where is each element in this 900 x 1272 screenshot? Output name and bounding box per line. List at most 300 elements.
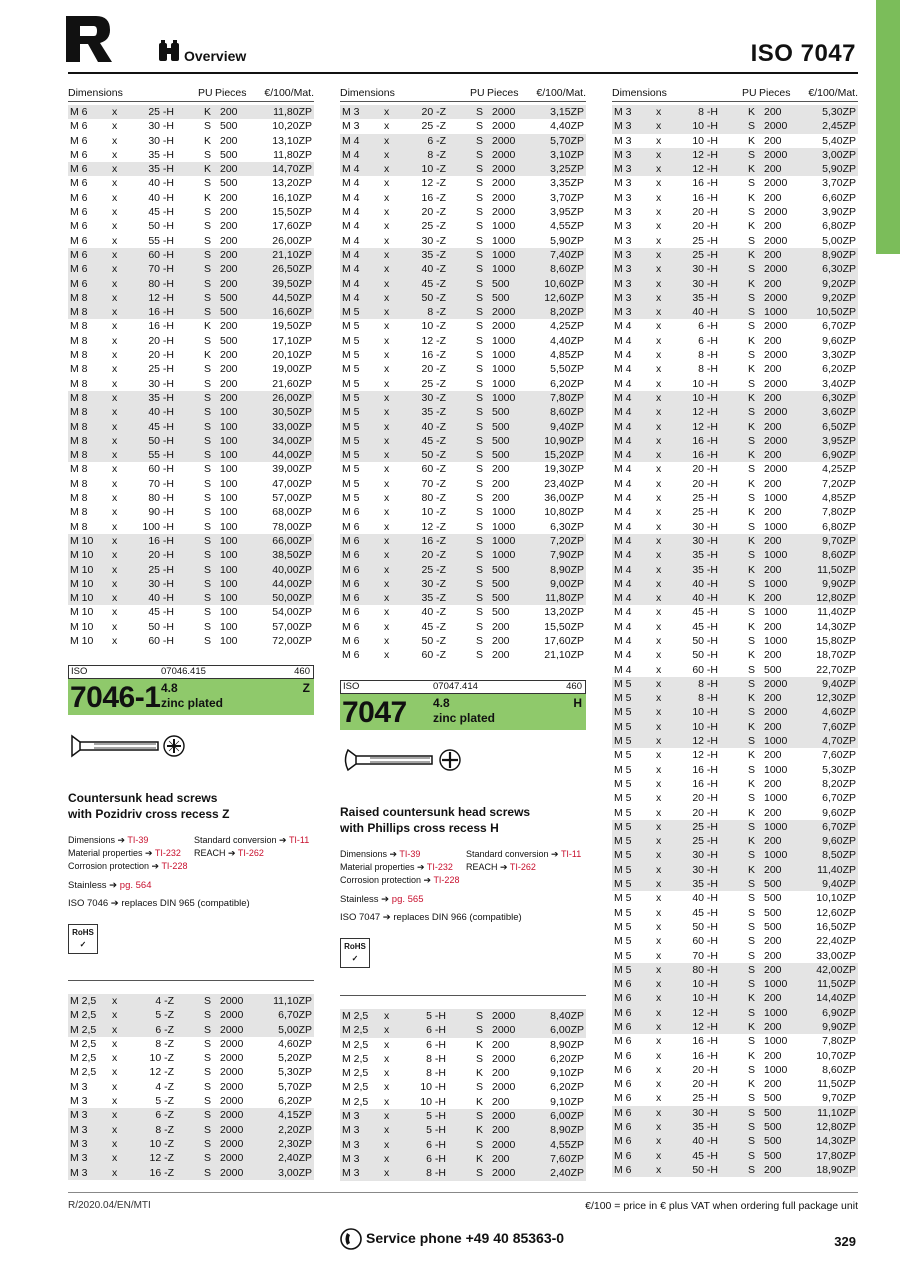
cell-pieces: 500: [220, 334, 238, 347]
ref-label: Material properties ➔: [340, 862, 425, 872]
table-row: [68, 1123, 314, 1137]
cell-length: 25 -H: [692, 234, 718, 247]
cell-times: x: [656, 863, 662, 876]
table-row: [68, 234, 314, 248]
cell-price: 54,00ZP: [272, 606, 312, 619]
cell-pieces: 200: [764, 363, 782, 376]
ref-link[interactable]: TI-232: [154, 848, 181, 858]
cell-pieces: 1000: [764, 1063, 788, 1076]
cell-price: 9,40ZP: [822, 878, 856, 891]
cell-length: 35 -Z: [421, 248, 446, 261]
iso-bar: [340, 680, 586, 694]
cell-pu: S: [748, 520, 756, 533]
cell-times: x: [656, 248, 662, 261]
col-price: €/100/Mat.: [264, 87, 314, 99]
price-table-small-h: [340, 1009, 586, 1181]
table-row: [340, 548, 586, 562]
cell-length: 60 -Z: [421, 463, 446, 476]
table-row: [68, 377, 314, 391]
cell-dimension: M 4: [342, 148, 360, 161]
cell-pu: S: [476, 477, 484, 490]
cell-pieces: 2000: [220, 995, 244, 1007]
table-row: [612, 806, 858, 820]
table-row: [340, 620, 586, 634]
cell-dimension: M 2,5: [342, 1024, 369, 1037]
cell-pieces: 200: [492, 1067, 510, 1080]
table-row: [68, 1108, 314, 1122]
cell-times: x: [656, 677, 662, 690]
phone-icon: [340, 1228, 362, 1250]
table-row: [612, 1134, 858, 1148]
cell-length: 30 -H: [692, 520, 718, 533]
cell-length: 20 -Z: [421, 549, 446, 562]
cell-times: x: [384, 1038, 390, 1051]
cell-pieces: 1000: [492, 234, 516, 247]
cell-pu: S: [748, 1035, 756, 1048]
cell-price: 3,90ZP: [822, 206, 856, 219]
cell-pu: K: [748, 248, 756, 261]
cell-dimension: M 6: [70, 263, 88, 276]
page-link[interactable]: pg. 565: [391, 894, 424, 905]
cell-pieces: 2000: [492, 1052, 516, 1065]
cell-length: 55 -H: [148, 234, 174, 247]
cell-pu: S: [204, 1123, 212, 1136]
table-row: [612, 677, 858, 691]
cell-dimension: M 6: [342, 649, 360, 662]
cell-pieces: 2000: [764, 677, 788, 690]
cell-price: 6,90ZP: [822, 1006, 856, 1019]
cell-price: 14,30ZP: [816, 620, 856, 633]
cell-price: 34,00ZP: [272, 434, 312, 447]
cell-pu: S: [748, 349, 756, 362]
service-phone[interactable]: Service phone +49 40 85363-0: [366, 1230, 565, 1246]
cell-times: x: [112, 220, 118, 233]
cell-length: 70 -Z: [421, 477, 446, 490]
cell-length: 30 -H: [148, 377, 174, 390]
cell-dimension: M 2,5: [70, 1009, 97, 1022]
cell-length: 20 -H: [148, 349, 174, 362]
cell-times: x: [112, 120, 118, 133]
cell-pieces: 100: [220, 534, 238, 547]
cell-pieces: 1000: [764, 492, 788, 505]
cell-pieces: 500: [220, 291, 238, 304]
iso-label: ISO: [71, 666, 88, 677]
table-row: [340, 1166, 586, 1180]
cell-pu: S: [748, 677, 756, 690]
cell-pu: K: [748, 191, 756, 204]
cell-dimension: M 6: [342, 620, 360, 633]
cell-length: 25 -H: [148, 106, 174, 118]
cell-times: x: [656, 391, 662, 404]
table-row: [68, 291, 314, 305]
cell-pu: S: [476, 1010, 484, 1022]
cell-pu: K: [748, 620, 756, 633]
cell-length: 5 -H: [426, 1010, 446, 1022]
cell-pieces: 1000: [492, 334, 516, 347]
cell-pu: K: [748, 220, 756, 233]
binoculars-icon: [158, 40, 180, 62]
cell-price: 7,20ZP: [550, 534, 584, 547]
cell-pu: S: [204, 177, 212, 190]
cell-times: x: [112, 377, 118, 390]
table-row: [612, 763, 858, 777]
footer-rule: [68, 1192, 858, 1193]
cell-dimension: M 8: [70, 520, 88, 533]
table-row: [612, 977, 858, 991]
cell-pieces: 2000: [492, 1010, 516, 1022]
table-row: [340, 405, 586, 419]
cell-pieces: 500: [764, 892, 782, 905]
cell-price: 22,70ZP: [816, 663, 856, 676]
cell-pieces: 2000: [764, 406, 788, 419]
table-row: [612, 1077, 858, 1091]
cell-price: 11,10ZP: [817, 1106, 856, 1119]
cell-pu: K: [748, 363, 756, 376]
cell-times: x: [656, 663, 662, 676]
cell-pieces: 2000: [220, 1152, 244, 1165]
cell-pu: S: [204, 1037, 212, 1050]
cell-times: x: [112, 248, 118, 261]
ref-link[interactable]: TI-262: [509, 862, 536, 872]
cell-price: 44,00ZP: [272, 577, 312, 590]
check-icon: ✓: [351, 954, 359, 963]
cell-dimension: M 3: [614, 306, 632, 319]
ref-label: Corrosion protection ➔: [340, 875, 432, 885]
cell-times: x: [384, 1081, 390, 1094]
cell-pieces: 1000: [764, 606, 788, 619]
cell-price: 4,25ZP: [822, 463, 856, 476]
cell-price: 8,50ZP: [822, 849, 856, 862]
col-price: €/100/Mat.: [808, 87, 858, 99]
cell-price: 3,95ZP: [822, 434, 856, 447]
table-row: [68, 1065, 314, 1079]
cell-price: 16,10ZP: [272, 191, 312, 204]
cell-pieces: 500: [764, 663, 782, 676]
cell-price: 6,30ZP: [550, 520, 584, 533]
table-row: [340, 234, 586, 248]
cell-length: 90 -H: [148, 506, 174, 519]
table-row: [340, 119, 586, 133]
cell-price: 3,00ZP: [822, 148, 856, 161]
cell-times: x: [656, 506, 662, 519]
ref-link[interactable]: TI-232: [426, 862, 453, 872]
cell-dimension: M 4: [614, 434, 632, 447]
cell-pu: K: [204, 134, 212, 147]
cell-pu: K: [748, 506, 756, 519]
cell-pu: S: [204, 534, 212, 547]
cell-times: x: [656, 206, 662, 219]
cell-price: 8,90ZP: [550, 1124, 584, 1137]
cell-dimension: M 2,5: [342, 1095, 369, 1108]
table-row: [612, 348, 858, 362]
cell-dimension: M 10: [70, 620, 94, 633]
cell-dimension: M 4: [342, 191, 360, 204]
table-row: [612, 1120, 858, 1134]
cell-pu: S: [748, 234, 756, 247]
section-tab-marker: [876, 0, 900, 254]
cell-dimension: M 2,5: [342, 1067, 369, 1080]
ref-link[interactable]: TI-11: [560, 849, 582, 859]
cell-pu: S: [748, 906, 756, 919]
cell-length: 12 -H: [692, 1006, 718, 1019]
cell-price: 8,60ZP: [550, 263, 584, 276]
cell-pu: S: [748, 549, 756, 562]
cell-pu: K: [748, 992, 756, 1005]
table-row: [68, 148, 314, 162]
cell-price: 3,30ZP: [822, 349, 856, 362]
cell-pieces: 200: [764, 777, 782, 790]
cell-times: x: [656, 992, 662, 1005]
cell-dimension: M 5: [342, 391, 360, 404]
cell-price: 17,60ZP: [544, 634, 584, 647]
cell-length: 10 -H: [692, 978, 718, 991]
cell-dimension: M 6: [70, 148, 88, 161]
desc-line: with Pozidriv cross recess Z: [68, 807, 230, 821]
cell-price: 12,80ZP: [816, 1121, 856, 1134]
cell-length: 12 -Z: [421, 334, 446, 347]
table-row: [612, 291, 858, 305]
cell-pu: S: [204, 377, 212, 390]
cell-pu: S: [748, 120, 756, 133]
table-row: [612, 1006, 858, 1020]
cell-times: x: [384, 406, 390, 419]
cell-price: 72,00ZP: [272, 634, 312, 647]
cell-pu: K: [476, 1067, 484, 1080]
cell-price: 10,10ZP: [816, 892, 856, 905]
cell-times: x: [656, 463, 662, 476]
cell-times: x: [112, 1066, 118, 1079]
cell-times: x: [384, 363, 390, 376]
cell-length: 30 -H: [692, 277, 718, 290]
cell-dimension: M 6: [342, 549, 360, 562]
cell-dimension: M 4: [614, 534, 632, 547]
table-row: [340, 563, 586, 577]
cell-times: x: [656, 792, 662, 805]
ref-link[interactable]: TI-228: [161, 861, 188, 871]
cell-times: x: [656, 191, 662, 204]
cell-times: x: [384, 377, 390, 390]
cell-pieces: 100: [220, 434, 238, 447]
cell-length: 45 -Z: [421, 277, 446, 290]
cell-pieces: 1000: [764, 820, 788, 833]
table-row: [68, 577, 314, 591]
cell-pieces: 500: [220, 177, 238, 190]
cell-length: 25 -H: [692, 248, 718, 261]
cell-dimension: M 4: [614, 606, 632, 619]
cell-dimension: M 4: [342, 177, 360, 190]
cell-price: 4,70ZP: [822, 735, 856, 748]
cell-pu: S: [476, 420, 484, 433]
table-row: [68, 405, 314, 419]
cell-dimension: M 5: [614, 692, 632, 705]
table-row: [340, 1138, 586, 1152]
cell-price: 38,50ZP: [272, 549, 312, 562]
cell-pieces: 500: [492, 420, 510, 433]
cell-pu: K: [748, 1078, 756, 1091]
cell-dimension: M 8: [70, 291, 88, 304]
cell-pu: S: [748, 463, 756, 476]
cell-price: 6,60ZP: [822, 191, 856, 204]
ref-link[interactable]: TI-262: [237, 848, 264, 858]
cell-pu: S: [204, 1080, 212, 1093]
cell-times: x: [656, 449, 662, 462]
table-row: [612, 1034, 858, 1048]
cell-dimension: M 3: [70, 1137, 88, 1150]
ref-label: REACH ➔: [194, 848, 236, 858]
table-row: [340, 305, 586, 319]
cell-pu: S: [748, 1063, 756, 1076]
cell-times: x: [656, 763, 662, 776]
cell-dimension: M 3: [342, 1138, 360, 1151]
cell-times: x: [112, 1123, 118, 1136]
table-row: [68, 1166, 314, 1180]
table-row: [612, 1020, 858, 1034]
cell-pieces: 2000: [764, 120, 788, 133]
cell-price: 15,20ZP: [544, 449, 584, 462]
table-row: [68, 620, 314, 634]
table-row: [68, 334, 314, 348]
cell-price: 66,00ZP: [272, 534, 312, 547]
check-icon: ✓: [79, 940, 87, 949]
cell-pu: S: [204, 1009, 212, 1022]
cell-dimension: M 6: [70, 191, 88, 204]
cell-pu: S: [748, 1092, 756, 1105]
cell-pu: S: [476, 492, 484, 505]
table-row: [612, 934, 858, 948]
cell-times: x: [112, 406, 118, 419]
cell-times: x: [384, 163, 390, 176]
cell-dimension: M 4: [614, 563, 632, 576]
cell-price: 11,10ZP: [273, 995, 312, 1007]
cell-pieces: 200: [220, 391, 238, 404]
cell-times: x: [656, 477, 662, 490]
cell-pu: K: [748, 334, 756, 347]
cell-times: x: [656, 906, 662, 919]
table-row: [612, 634, 858, 648]
cell-pu: S: [748, 735, 756, 748]
cell-dimension: M 3: [342, 1124, 360, 1137]
cell-pu: K: [748, 749, 756, 762]
cell-length: 8 -H: [426, 1067, 446, 1080]
cell-dimension: M 6: [614, 1163, 632, 1176]
ref-link[interactable]: TI-11: [288, 835, 310, 845]
cell-pu: K: [748, 777, 756, 790]
cell-pieces: 2000: [764, 234, 788, 247]
cell-price: 6,70ZP: [822, 792, 856, 805]
cell-pieces: 2000: [492, 177, 516, 190]
cell-length: 40 -H: [692, 592, 718, 605]
cell-pieces: 100: [220, 449, 238, 462]
cell-price: 20,10ZP: [272, 349, 312, 362]
page-title: ISO 7047: [750, 40, 856, 67]
cell-pu: S: [204, 1166, 212, 1179]
cell-pu: S: [204, 434, 212, 447]
cell-length: 16 -H: [692, 191, 718, 204]
cell-dimension: M 4: [614, 492, 632, 505]
cell-length: 12 -H: [692, 749, 718, 762]
table-row: [68, 134, 314, 148]
cell-pieces: 500: [220, 148, 238, 161]
product-banner: [68, 679, 314, 715]
cell-price: 11,50ZP: [817, 563, 856, 576]
cell-times: x: [384, 106, 390, 118]
cell-dimension: M 5: [342, 477, 360, 490]
cell-length: 6 -Z: [155, 1109, 174, 1122]
cell-times: x: [656, 134, 662, 147]
cell-pu: S: [748, 1106, 756, 1119]
cell-times: x: [384, 449, 390, 462]
drive-letter: H: [573, 696, 582, 710]
cell-pieces: 200: [764, 806, 782, 819]
document-code: R/2020.04/EN/MTI: [68, 1200, 151, 1211]
cell-pu: K: [748, 106, 756, 118]
ref-link[interactable]: TI-39: [399, 849, 421, 859]
cell-pu: S: [476, 549, 484, 562]
cell-pu: S: [204, 306, 212, 319]
cell-length: 45 -H: [148, 420, 174, 433]
table-row: [340, 491, 586, 505]
cell-price: 12,30ZP: [816, 692, 856, 705]
cell-pu: S: [204, 263, 212, 276]
cell-length: 40 -Z: [421, 606, 446, 619]
page-link[interactable]: pg. 564: [119, 880, 152, 891]
cell-pieces: 100: [220, 563, 238, 576]
cell-pieces: 1000: [492, 391, 516, 404]
cell-times: x: [656, 820, 662, 833]
ref-label: Standard conversion ➔: [466, 849, 559, 859]
cell-pieces: 200: [764, 1163, 782, 1176]
cell-times: x: [112, 477, 118, 490]
cell-pieces: 2000: [764, 320, 788, 333]
cell-pu: S: [748, 849, 756, 862]
cell-times: x: [656, 620, 662, 633]
screw-drawing-countersunk: [70, 732, 190, 760]
cell-pu: S: [476, 120, 484, 133]
cell-pieces: 2000: [220, 1037, 244, 1050]
price-note: €/100 = price in € plus VAT when ordering full package unit: [585, 1200, 858, 1212]
table-row: [612, 191, 858, 205]
cell-pieces: 1000: [764, 735, 788, 748]
table-row: [340, 377, 586, 391]
table-row: [612, 520, 858, 534]
cell-price: 5,00ZP: [278, 1023, 312, 1036]
cell-dimension: M 4: [614, 391, 632, 404]
cell-times: x: [384, 649, 390, 662]
table-row: [68, 1094, 314, 1108]
cell-price: 10,60ZP: [544, 277, 584, 290]
cell-pieces: 100: [220, 606, 238, 619]
cell-price: 13,20ZP: [544, 606, 584, 619]
cell-length: 20 -H: [692, 220, 718, 233]
cell-times: x: [656, 277, 662, 290]
cell-pu: S: [476, 1167, 484, 1180]
cell-length: 10 -Z: [149, 1137, 174, 1150]
table-row: [340, 1080, 586, 1094]
cell-pieces: 1000: [764, 520, 788, 533]
col-pieces: Pieces: [487, 87, 519, 99]
cell-pieces: 2000: [764, 291, 788, 304]
ref-link[interactable]: TI-39: [127, 835, 149, 845]
cell-price: 11,80ZP: [545, 592, 584, 605]
cell-pieces: 500: [764, 1106, 782, 1119]
cell-price: 57,00ZP: [272, 620, 312, 633]
ref-link[interactable]: TI-228: [433, 875, 460, 885]
table-row: [612, 477, 858, 491]
cell-pu: S: [476, 563, 484, 576]
cell-length: 70 -H: [148, 477, 174, 490]
cell-times: x: [656, 878, 662, 891]
cell-pu: S: [748, 1149, 756, 1162]
